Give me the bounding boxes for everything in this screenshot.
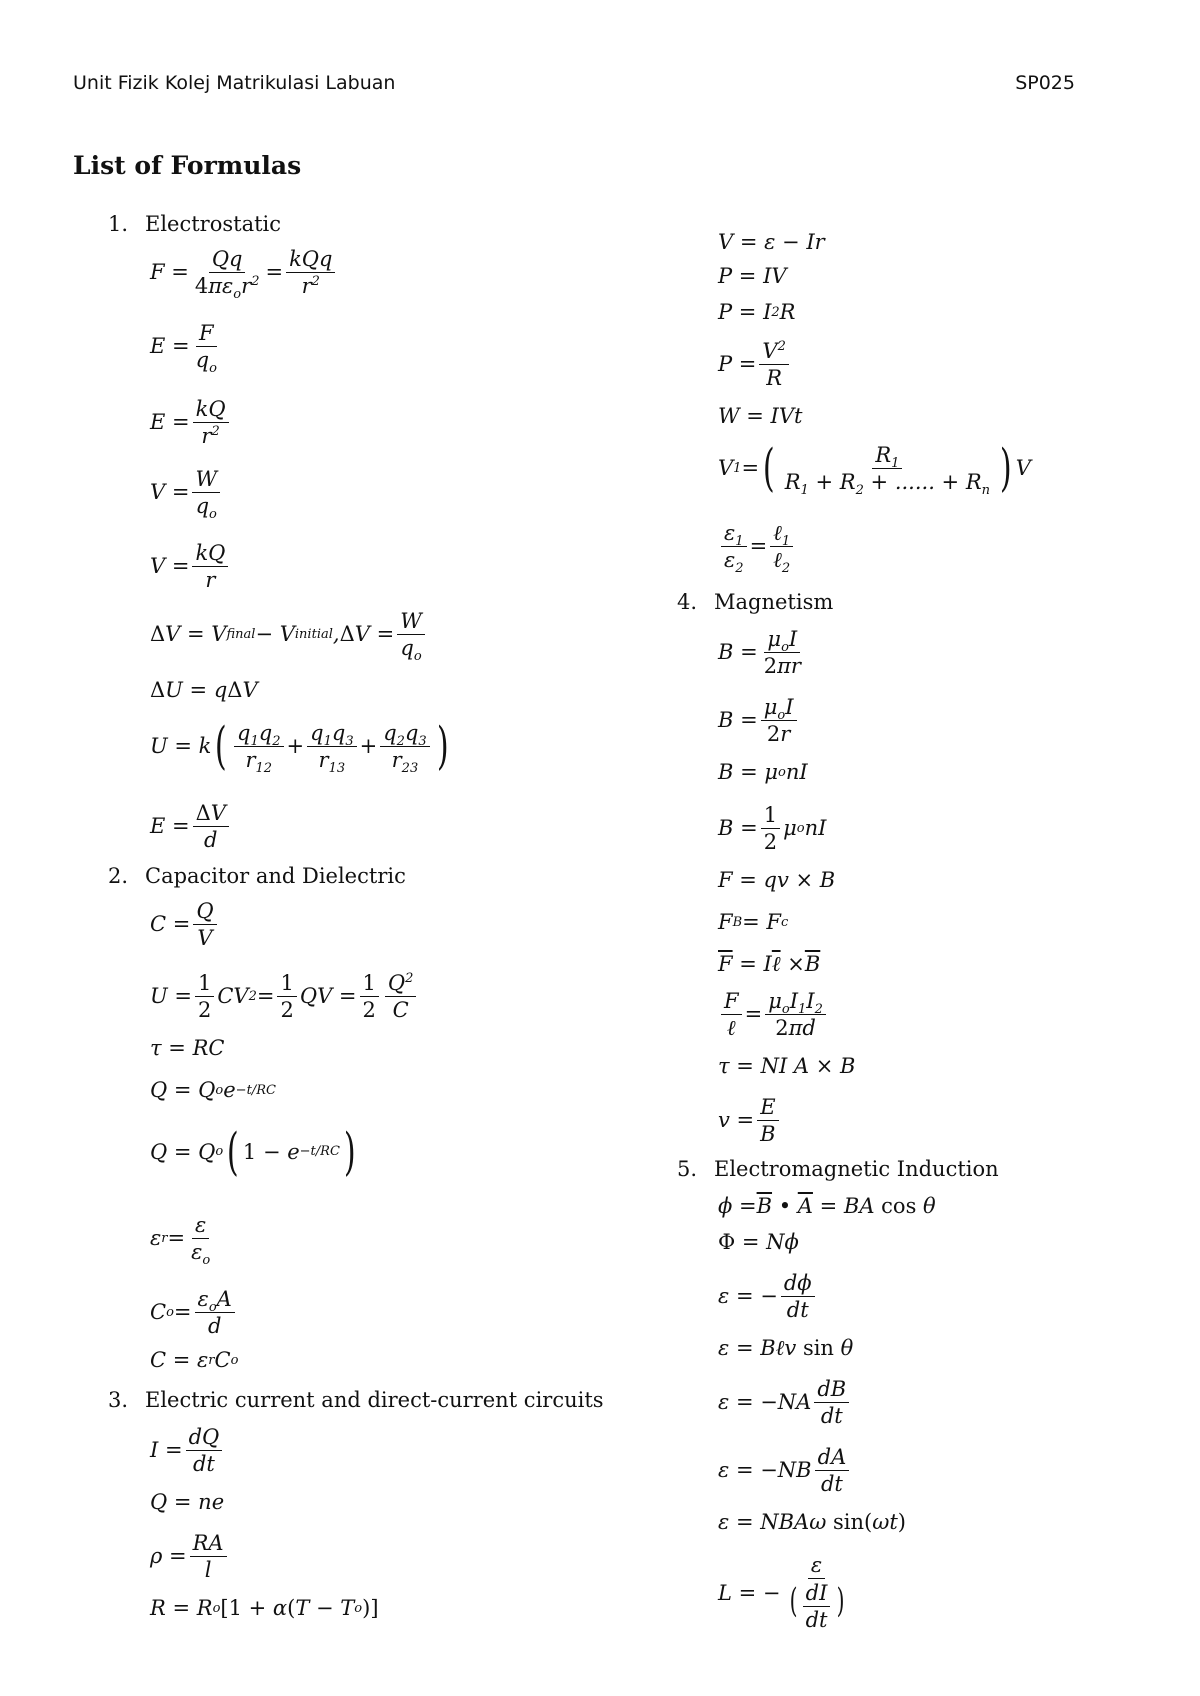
- formula-emf-da: ε = −NB $\frac{dA}{dt}$: [718, 1444, 852, 1497]
- formula-power-v2r: P = $\frac{V^2}{R}$: [718, 338, 792, 391]
- formula-flux-linkage: Φ = Nϕ: [718, 1230, 799, 1254]
- formula-discharge: Q = Q o e −t/RC: [150, 1078, 276, 1102]
- formula-force-balance: F B = F c: [718, 910, 789, 934]
- formula-potential-difference: Δ V = V final − V initial , Δ V = $\frac{W}{q_o}$: [150, 608, 428, 661]
- formula-dielectric-capacitance: C = ε r C o: [150, 1348, 239, 1372]
- formula-solenoid-end: B = $\frac{1}{2}$ μ o nI: [718, 803, 827, 855]
- section-em-induction: 5. Electromagnetic Induction: [677, 1157, 999, 1181]
- formula-circular-coil: B = $\frac{\mu_oI}{2r}$: [718, 694, 800, 747]
- formula-time-constant: τ = RC: [150, 1036, 225, 1060]
- formula-emf: V = ε − Ir: [718, 230, 825, 254]
- formula-parallel-plate: C o = $\frac{\varepsilon_oA}{d}$: [150, 1286, 238, 1339]
- formula-potential-work: V = $\frac{W}{q_o}$: [150, 466, 223, 519]
- section-electrostatic: 1. Electrostatic: [108, 212, 282, 236]
- formula-capacitance: C = $\frac{Q}{V}$: [150, 898, 220, 951]
- formula-dielectric-constant: ε r = $\frac{\varepsilon}{\varepsilon_o}$: [150, 1213, 211, 1269]
- formula-potential-energy: Δ U = q Δ V: [150, 678, 258, 702]
- formula-self-inductance: L = − ε ( $\frac{dI}{dt}$ ): [718, 1553, 844, 1633]
- formula-solenoid: B = μ o nI: [718, 760, 808, 784]
- formula-emf-db: ε = −NA $\frac{dB}{dt}$: [718, 1376, 852, 1429]
- header-left: Unit Fizik Kolej Matrikulasi Labuan: [73, 72, 396, 94]
- formula-straight-wire: B = $\frac{\mu_oI}{2\pi r}$: [718, 627, 801, 679]
- formula-potential-divider: V 1 = ( $\frac{R_1}{R_1 + R_2 + ...... + R_n}$ ) V: [718, 438, 1031, 499]
- formula-potentiometer: $\frac{\varepsilon_1}{\varepsilon_2}$ = $\frac{\ell_1}{\ell_2}$: [718, 520, 796, 573]
- header-right: SP025: [1015, 72, 1075, 94]
- formula-work: W = IVt: [718, 404, 803, 428]
- formula-ac-generator: ε = NBAω sin( ωt ): [718, 1510, 906, 1534]
- formula-power-iv: P = IV: [718, 264, 787, 288]
- formula-motional-emf: ε = Bℓv sin θ: [718, 1336, 854, 1360]
- section-magnetism: 4. Magnetism: [677, 590, 834, 614]
- formula-resistivity: ρ = $\frac{RA}{l}$: [150, 1530, 230, 1583]
- section-electric-current: 3. Electric current and direct-current circuits: [108, 1388, 604, 1412]
- formula-field-point: E = $\frac{kQ}{r^2}$: [150, 396, 232, 449]
- formula-faraday: ε = − $\frac{d\phi}{dt}$: [718, 1270, 818, 1323]
- formula-force-on-wire: $\overline{F}$ = I ℓ × $\overline{B}$: [718, 952, 821, 976]
- formula-system-energy: U = k ( $\frac{q_1q_2}{r_{12}}$ + $\frac{q_1q_3}{r_{13}}$ + $\frac{q_2q_3}{r_{23}}$ ): [150, 716, 449, 777]
- section-capacitor: 2. Capacitor and Dielectric: [108, 864, 406, 888]
- formula-flux: ϕ = $\overline{B}$ • $\overline{A}$ = BA cos θ: [718, 1194, 936, 1218]
- formula-lorentz-force: F = qv × B: [718, 868, 836, 892]
- formula-coulomb: F = $\frac{Qq}{4\pi\varepsilon_or^2}$ = $\frac{\text{kQq}}{r^2}$: [150, 246, 338, 299]
- formula-velocity-selector: v = $\frac{E}{B}$: [718, 1094, 782, 1147]
- formula-charging: Q = Q o ( 1 − e −t/RC ): [150, 1122, 356, 1181]
- formula-capacitor-energy: U = $\frac{1}{2}$ CV 2 = $\frac{1}{2}$ QV = $\frac{1}{2}$ $\frac{Q^2}{C}$: [150, 970, 419, 1023]
- page-title: List of Formulas: [73, 151, 302, 180]
- formula-torque: τ = NI A × B: [718, 1054, 856, 1078]
- formula-field-force: E = $\frac{F}{q_o}$: [150, 321, 217, 377]
- formula-charge-ne: Q = ne: [150, 1490, 225, 1514]
- formula-current: I = $\frac{dQ}{dt}$: [150, 1424, 225, 1477]
- formula-resistance-temperature: R = R o [1 + α ( T − T o )]: [150, 1596, 379, 1620]
- formula-parallel-wires: $\frac{F}{\text{ℓ}}$ = $\frac{\mu_oI_1I_2}{2\pi d}$: [718, 988, 829, 1041]
- formula-potential-point: V = $\frac{kQ}{r}$: [150, 540, 231, 593]
- formula-power-i2r: P = I 2 R: [718, 300, 796, 324]
- formula-uniform-field: E = $\frac{\Delta V}{d}$: [150, 800, 232, 853]
